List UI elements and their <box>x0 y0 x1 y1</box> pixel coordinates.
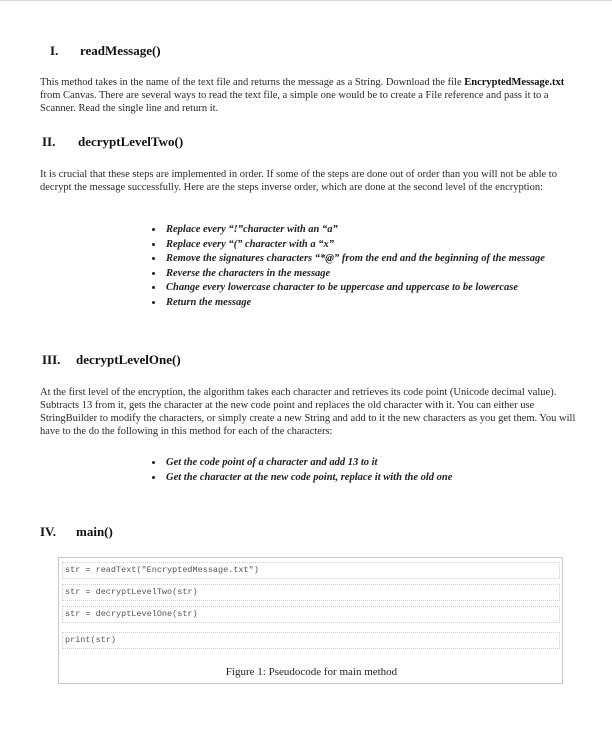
section-title: decryptLevelTwo() <box>78 134 184 149</box>
section-title: main() <box>76 524 113 539</box>
list-item: • Replace every “!”character with an “a” <box>164 223 584 238</box>
level-two-intro: It is crucial that these steps are implemented in order. If some of the steps are done out of order than you will not be able to decrypt the message successfully. Here are the steps inverse order, which are done at the second level of the encryption: <box>40 169 557 193</box>
pseudocode-figure <box>58 557 563 684</box>
section-title: decryptLevelOne() <box>76 352 181 367</box>
paragraph-text: This method takes in the name of the text file and returns the message as a String. Download the file <box>40 77 465 88</box>
list-item: • Reverse the characters in the message <box>164 267 584 282</box>
level-one-intro: At the first level of the encryption, the algorithm takes each character and retrieves its code point (Unicode decimal value). Subtracts 13 from it, gets the character at the new code point and replaces the old character with it. You can either use StringBuilder to modify the characters, or simply create a new String and add to it the new characters as you get them. You will have to the do the following in this method for each of the characters: <box>40 387 576 437</box>
list-item: • Return the message <box>164 296 584 311</box>
read-message-paragraph <box>40 76 580 115</box>
section-heading-main <box>40 524 113 540</box>
list-item: • Change every lowercase character to be uppercase and uppercase to be lowercase <box>164 281 584 296</box>
list-item: • Replace every “(” character with a “x” <box>164 238 584 253</box>
code-line: print(str) <box>62 632 560 649</box>
paragraph-text: from Canvas. There are several ways to read the text file, a simple one would be to create a File reference and pass it to a Scanner. Read the single line and return it. <box>40 90 549 114</box>
section-title: readMessage() <box>80 43 161 58</box>
section-heading-read-message <box>50 43 161 59</box>
section-number: II. <box>42 134 56 149</box>
list-item: • Remove the signatures characters “*@” from the end and the beginning of the message <box>164 252 584 267</box>
code-line: str = decryptLevelOne(str) <box>62 606 560 623</box>
section-heading-decrypt-level-two <box>42 134 183 150</box>
code-line: str = decryptLevelTwo(str) <box>62 584 560 601</box>
list-item: • Get the code point of a character and add 13 to it <box>164 456 584 471</box>
level-one-steps-list <box>148 456 584 485</box>
section-number: IV. <box>40 524 57 539</box>
figure-caption: Figure 1: Pseudocode for main method <box>225 666 398 678</box>
code-line: str = readText("EncryptedMessage.txt") <box>62 562 560 579</box>
section-heading-decrypt-level-one <box>42 352 181 368</box>
section-number: III. <box>42 352 61 367</box>
level-two-steps-list <box>148 223 584 310</box>
section-number: I. <box>50 43 59 58</box>
list-item: • Get the character at the new code point, replace it with the old one <box>164 471 584 486</box>
file-name: EncryptedMessage.txt <box>464 77 565 88</box>
